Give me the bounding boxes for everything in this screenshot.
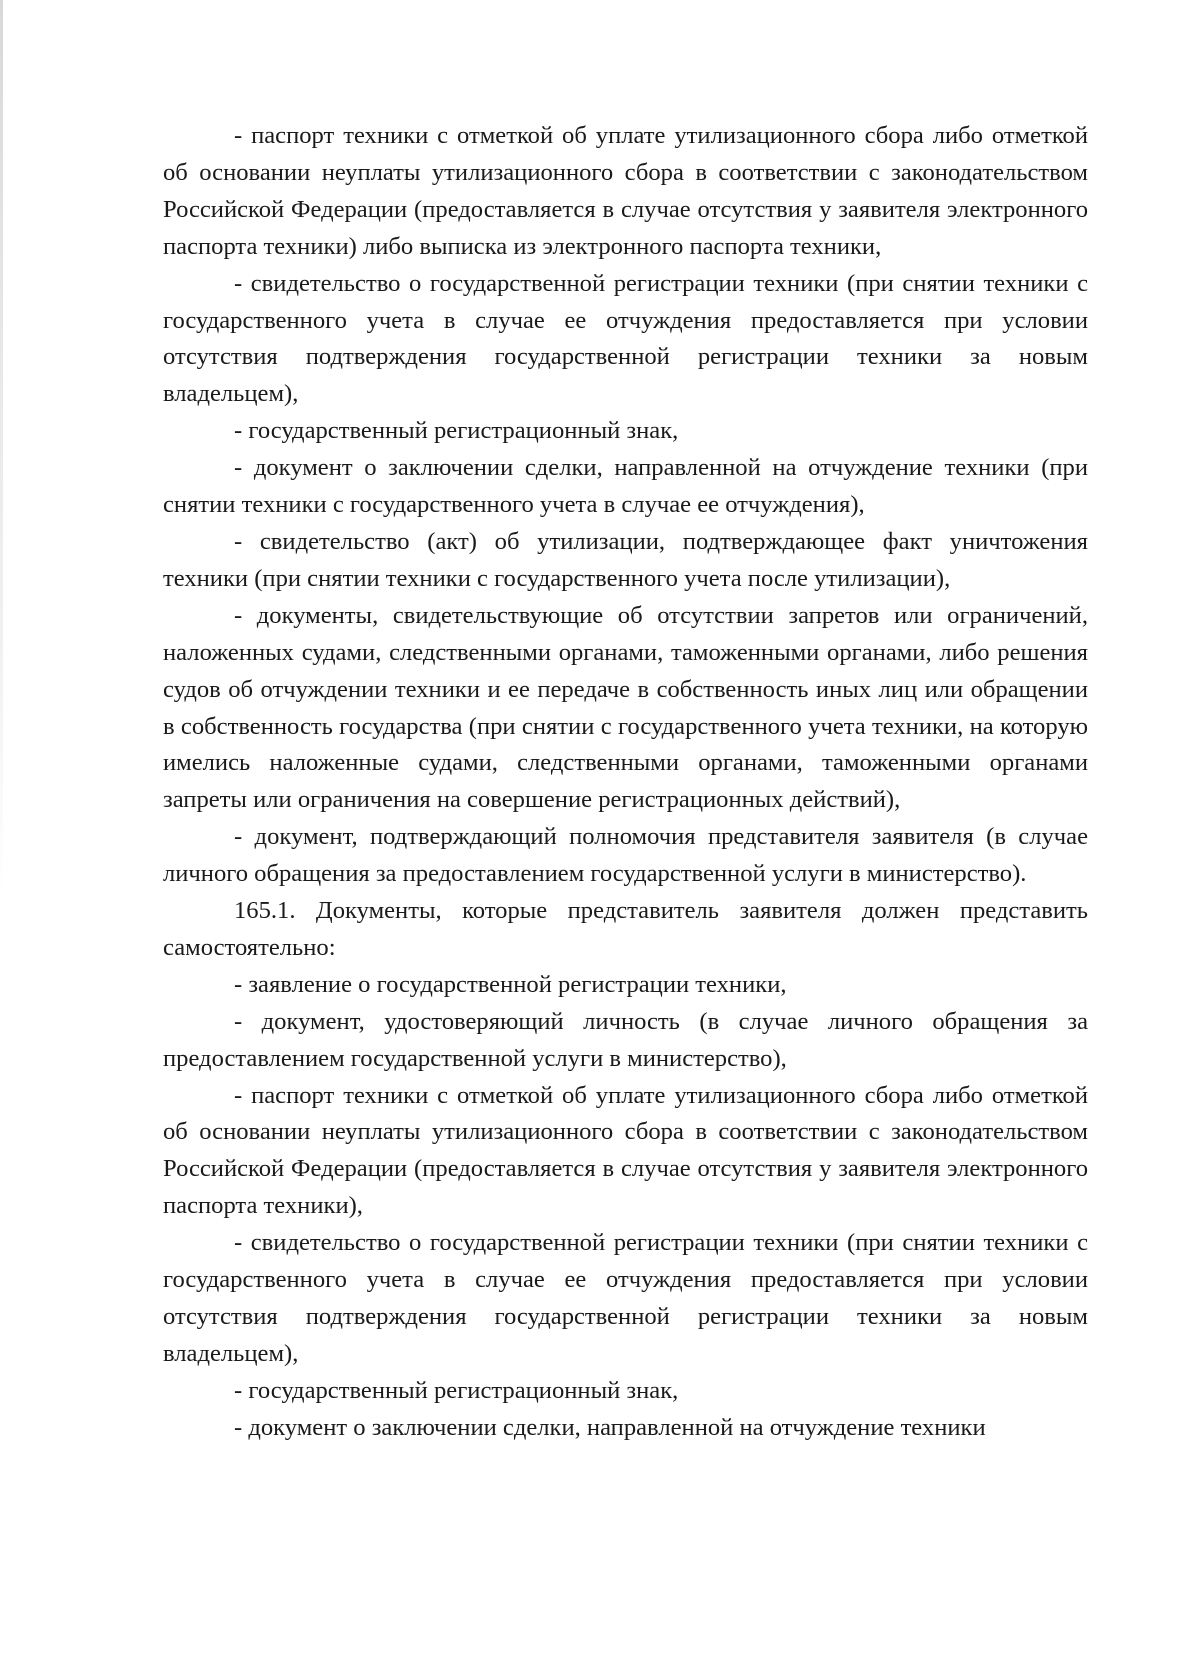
paragraph-registration-plate: - государственный регистрационный знак, <box>234 417 679 445</box>
paragraph-representative-authority: - документ, подтверждающий полномочия представителя заявителя (в случае личного обращения за предоставлением государственной услуги в министерство). <box>163 823 1088 888</box>
scan-edge-shadow <box>0 0 3 900</box>
paragraph-identity-document: - документ, удостоверяющий личность (в случае личного обращения за предоставлением государственной услуги в министерство), <box>163 1007 1088 1072</box>
paragraph-registration-certificate: - свидетельство о государственной регистрации техники (при снятии техники с государственного учета в случае ее отчуждения предоставляется при условии отсутствия подтверждения государственной регистрации техники за новым владельцем), <box>163 269 1088 408</box>
paragraph-application: - заявление о государственной регистрации техники, <box>234 970 787 998</box>
paragraph-alienation-deal-2: - документ о заключении сделки, направленной на отчуждение техники <box>234 1413 986 1441</box>
paragraph-restrictions: - документы, свидетельствующие об отсутствии запретов или ограничений, наложенных судами, следственными органами, таможенными органами, либо решения судов об отчуждении техники и ее передаче в собственность иных лиц или обращении в собственность государства (при снятии с государственного учета техники, на которую имелись наложенные судами, следственными органами, таможенными органами запреты или ограничения на совершение регистрационных действий), <box>163 601 1088 814</box>
paragraph-registration-certificate-2: - свидетельство о государственной регистрации техники (при снятии техники с государственного учета в случае ее отчуждения предоставляется при условии отсутствия подтверждения государственной регистрации техники за новым владельцем), <box>163 1229 1088 1367</box>
paragraph-alienation-deal: - документ о заключении сделки, направленной на отчуждение техники (при снятии техники с государственного учета в случае ее отчуждения), <box>163 454 1088 519</box>
paragraph-passport-2: - паспорт техники с отметкой об уплате утилизационного сбора либо отметкой об основании неуплаты утилизационного сбора в соответствии с законодательством Российской Федерации (предоставляется в случае отсутствия у заявителя электронного паспорта техники), <box>163 1081 1088 1220</box>
paragraph-passport: - паспорт техники с отметкой об уплате утилизационного сбора либо отметкой об основании неуплаты утилизационного сбора в соответствии с законодательством Российской Федерации (предоставляется в случае отсутствия у заявителя электронного паспорта техники) либо выписка из электронного паспорта техники, <box>163 122 1088 260</box>
paragraph-registration-plate-2: - государственный регистрационный знак, <box>234 1376 679 1404</box>
paragraph-section-165-1: 165.1. Документы, которые представитель заявителя должен представить самостоятельно: <box>163 897 1088 961</box>
document-body <box>163 118 1088 1447</box>
paragraph-utilization-act: - свидетельство (акт) об утилизации, подтверждающее факт уничтожения техники (при снятии техники с государственного учета после утилизации), <box>163 527 1088 592</box>
